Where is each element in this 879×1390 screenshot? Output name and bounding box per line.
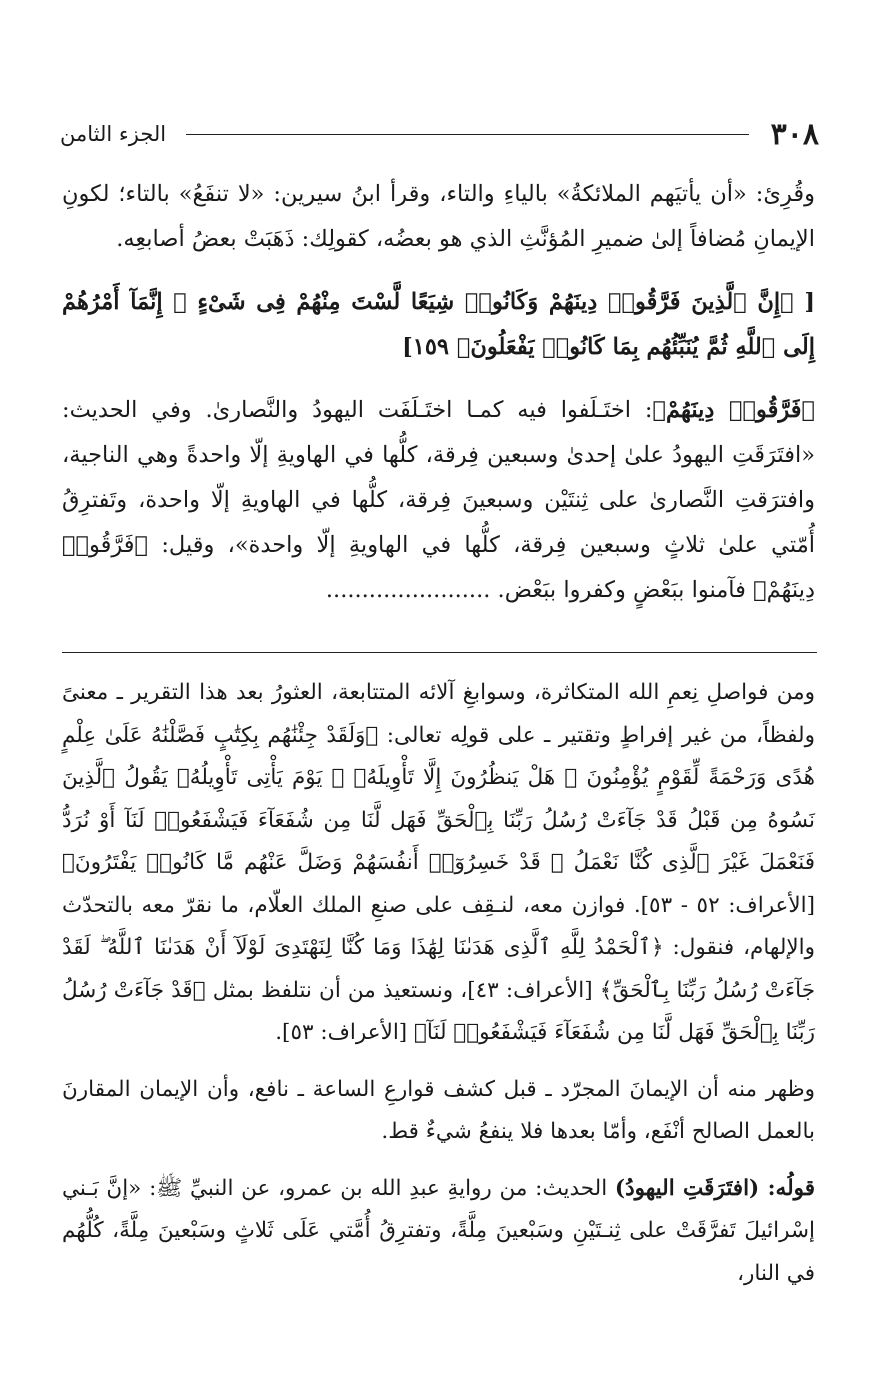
quran-verse-159: [ ﴿إِنَّ ٱلَّذِينَ فَرَّقُوا۟ دِينَهُمْ وَكَانُوا۟ شِيَعًا لَّسْتَ مِنْهُمْ فِى شَىْءٍ ۚ إِنَّمَآ أَمْرُهُمْ إِلَى ٱللَّهِ ثُمَّ يُنَبِّئُهُم بِمَا كَانُوا۟ يَفْعَلُونَ﴾ ١٥٩]	[62, 289, 815, 360]
footnote-paragraph-2: وظهر منه أن الإيمانَ المجرّد ـ قبل كشف قوارعِ الساعة ـ نافع، وأن الإيمان المقارنَ بالعمل الصالح أنْفَع، وأمّا بعدها فلا ينفعُ شيءٌ قط.	[62, 1076, 815, 1144]
footnote-paragraph-1: ومن فواصلِ نِعمِ الله المتكاثرة، وسوابغِ آلائه المتتابعة، العثورُ بعد هذا التقرير ـ معنىً ولفظاً، من غير إفراطٍ وتقتير ـ على قولِه تعالى: ﴿وَلَقَدْ جِئْنَٰهُم بِكِتَٰبٍ فَصَّلْنَٰهُ عَلَىٰ عِلْمٍ هُدًى وَرَحْمَةً لِّقَوْمٍ يُؤْمِنُونَ ۞ هَلْ يَنظُرُونَ إِلَّا تَأْوِيلَهُۥ ۚ يَوْمَ يَأْتِى تَأْوِيلُهُۥ يَقُولُ ٱلَّذِينَ نَسُوهُ مِن قَبْلُ قَدْ جَآءَتْ رُسُلُ رَبِّنَا بِٱلْحَقِّ فَهَل لَّنَا مِن شُفَعَآءَ فَيَشْفَعُوا۟ لَنَآ أَوْ نُرَدُّ فَنَعْمَلَ غَيْرَ ٱلَّذِى كُنَّا نَعْمَلُ ۚ قَدْ خَسِرُوٓا۟ أَنفُسَهُمْ وَضَلَّ عَنْهُم مَّا كَانُوا۟ يَفْتَرُونَ﴾ [الأعراف: ٥٢ - ٥٣]. فوازن معه، لنـقِف على صنعِ الملك العلّام، ما نقرّ معه بالتحدّث والإلهام، فنقول: ﴿ٱلْحَمْدُ لِلَّهِ ٱلَّذِى هَدَىٰنَا لِهَٰذَا وَمَا كُنَّا لِنَهْتَدِىَ لَوْلَآ أَنْ هَدَىٰنَا ٱللَّهُ ۖ لَقَدْ جَآءَتْ رُسُلُ رَبِّنَا بِٱلْحَقِّ﴾ [الأعراف: ٤٣]، ونستعيذ من أن نتلفظ بمثل ﴿قَدْ جَآءَتْ رُسُلُ رَبِّنَا بِٱلْحَقِّ فَهَل لَّنَا مِن شُفَعَآءَ فَيَشْفَعُوا۟ لَنَآ﴾ [الأعراف: ٥٣].	[62, 680, 816, 1045]
footnote-divider	[62, 652, 817, 653]
page-number: ٣٠٨	[770, 116, 819, 152]
main-text	[62, 172, 815, 613]
footnote-lead: قولُه: (افتَرَقَتِ اليهودُ)	[614, 1175, 816, 1201]
page-header	[60, 112, 819, 156]
header-divider	[186, 134, 749, 135]
reading-variant-paragraph: وقُرِئ: «أن يأتيَهم الملائكةُ» بالياءِ والتاء، وقرأ ابنُ سيرين: «لا تنفَعُ» بالتاء؛ لكونِ الإيمانِ مُضافاً إلىٰ ضميرِ المُؤنَّثِ الذي هو بعضُه، كقولِك: ذَهَبَتْ بعضُ أصابعِه.	[62, 181, 815, 252]
footnotes	[62, 672, 815, 1295]
footnote-paragraph-3	[62, 1168, 815, 1296]
dotted-leader: .......................	[325, 577, 491, 603]
verse-quote: ﴿فَرَّقُوا۟ دِينَهُمْ﴾	[652, 397, 815, 423]
footnote-text: الحديث: من روايةِ عبدِ الله بن عمرو، عن النبيِّ ﷺ: «إنَّ بَـني إسْرائيلَ تَفرَّقَتْ على ثِنـتَيْنِ وسَبْعينَ مِلَّةً، وتفترِقُ أُمَّتي عَلَى ثَلاثٍ وسَبْعينَ مِلَّةً، كُلُّهُم في النار،	[62, 1175, 815, 1286]
commentary-text: : اختَـلَفوا فيه كمـا اختَـلَفَت اليهودُ والنَّصارىٰ. وفي الحديث: «افتَرَقَتِ اليهودُ علىٰ إحدىٰ وسبعين فِرقة، كلُّها في الهاويةِ إلّا واحدةً وهي الناجية، وافترَقتِ النَّصارىٰ على ثِنتَيْن وسبعينَ فِرقة، كلُّها في الهاويةِ إلّا واحدة، وتَفترِقُ أُمّتي علىٰ ثلاثٍ وسبعين فِرقة، كلُّها في الهاويةِ إلّا واحدة»، وقيل: ﴿فَرَّقُوا۟ دِينَهُمْ﴾ فآمنوا ببَعْضٍ وكفروا ببَعْض.	[62, 397, 815, 603]
volume-label: الجزء الثامن	[60, 122, 167, 146]
commentary-paragraph	[62, 388, 815, 613]
